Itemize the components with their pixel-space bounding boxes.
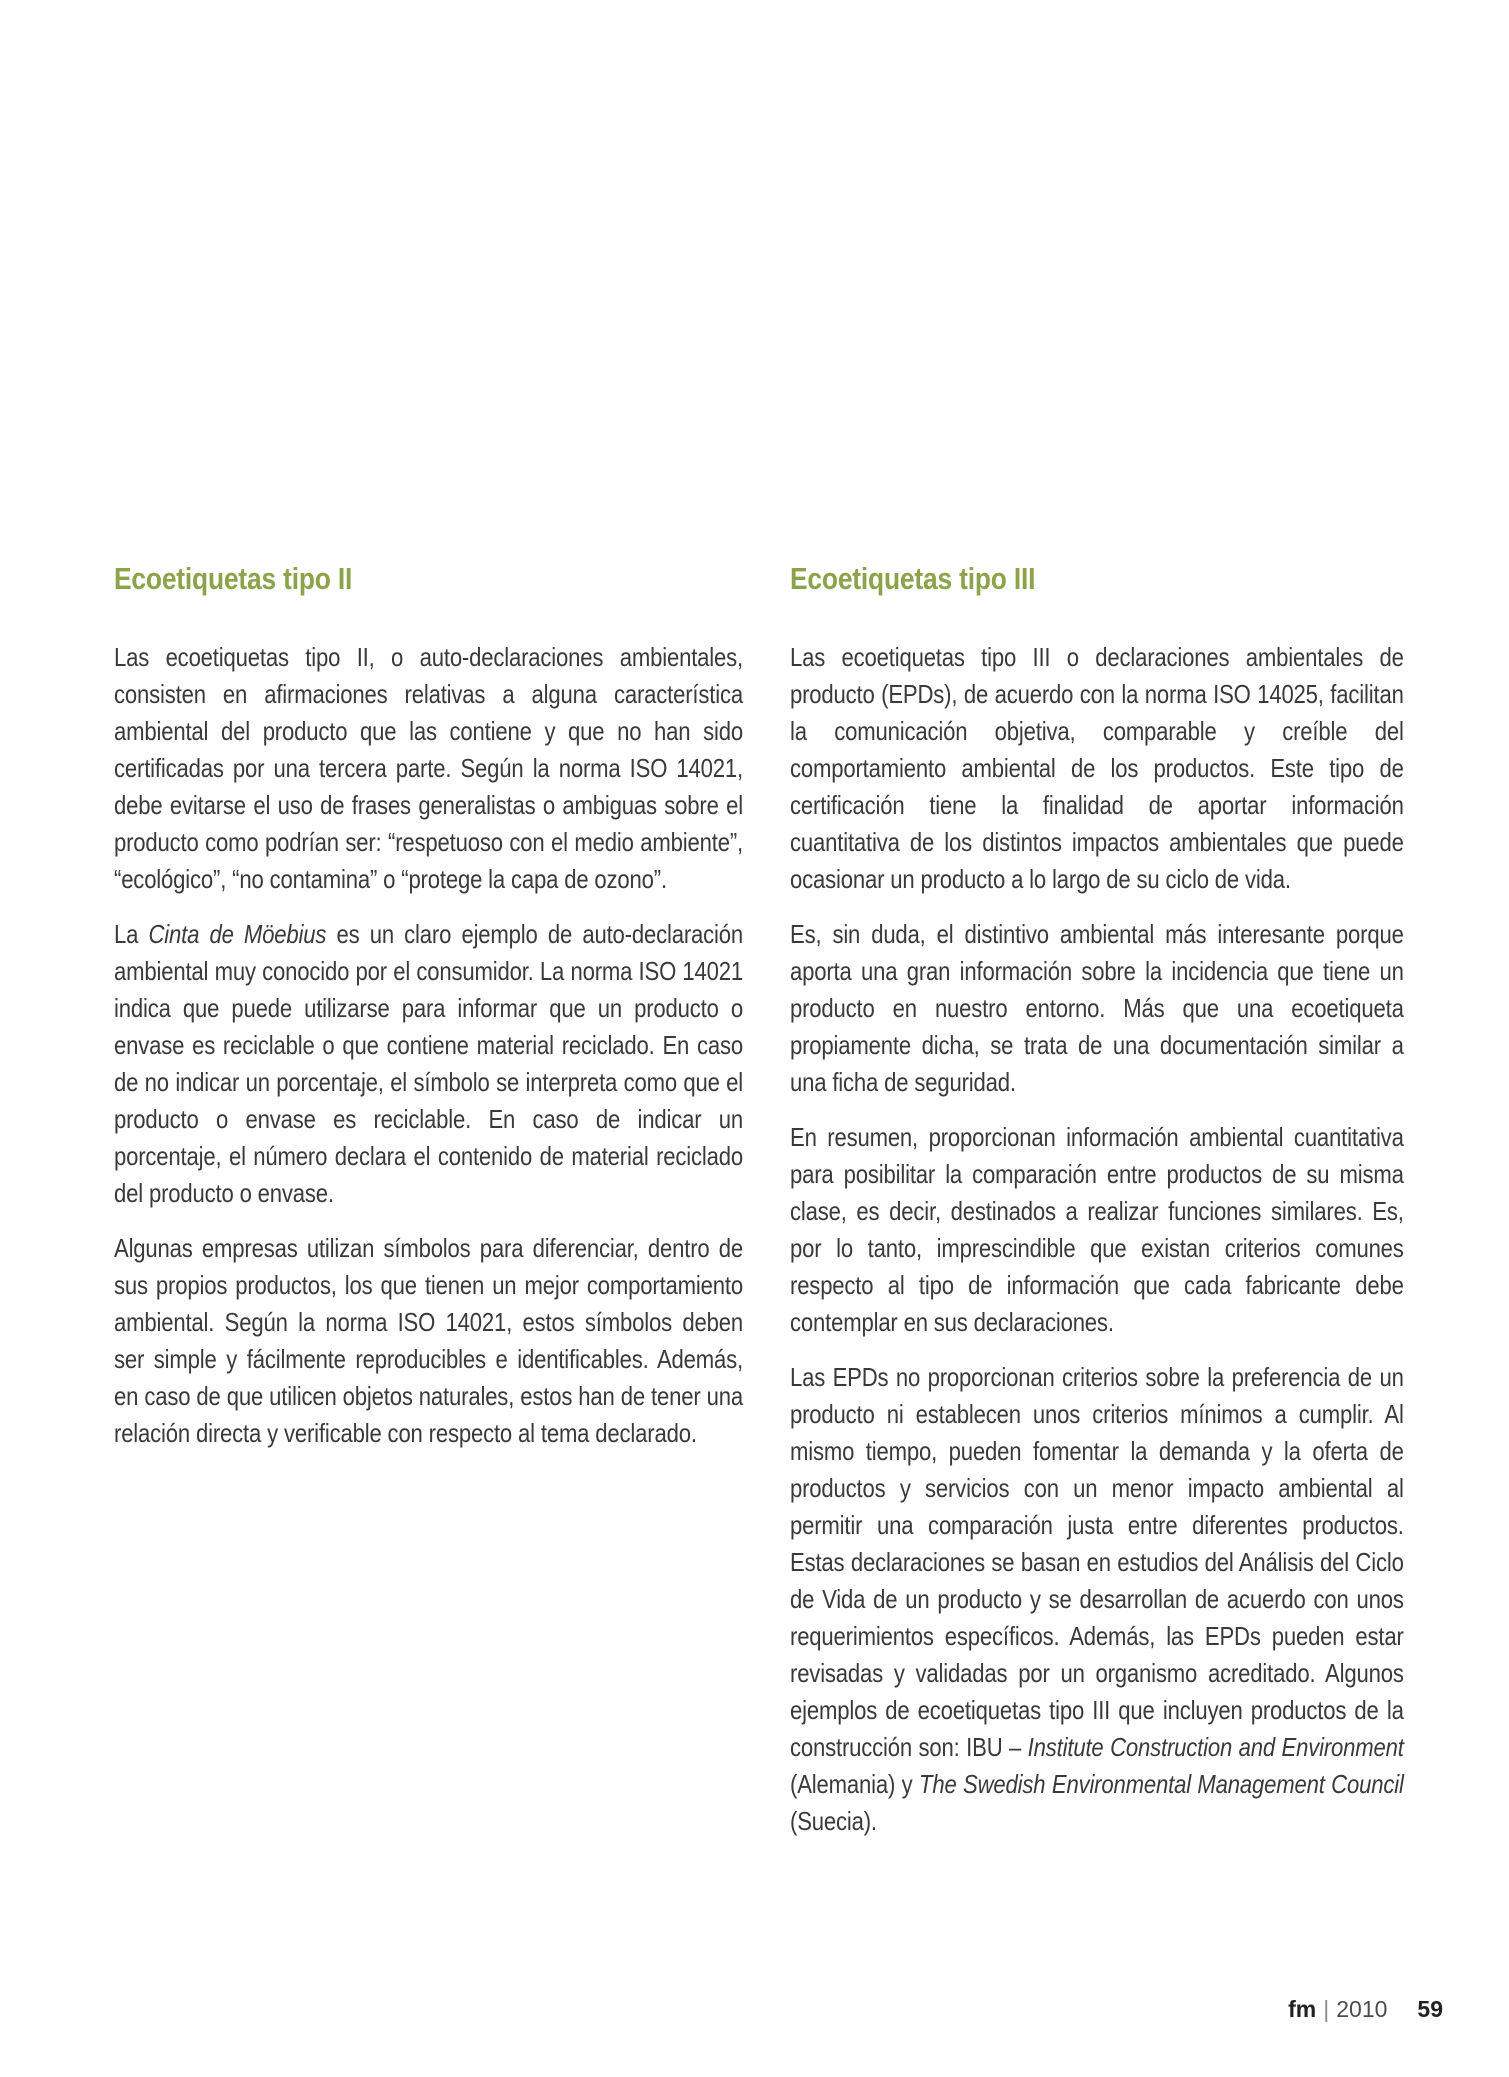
body-paragraph xyxy=(790,639,1404,898)
italic-text-run: Institute Construction and Environment xyxy=(1027,1732,1404,1762)
text-run: En resumen, proporcionan información ambiental cuantitativa para posibilitar la comparación entre productos de su misma clase, es decir, destinados a realizar funciones similares. Es, por lo tanto, imprescindible que existan criterios comunes respecto al tipo de información que cada fabricante debe contemplar en sus declaraciones. xyxy=(790,1122,1404,1337)
section-heading-tipo-2: Ecoetiquetas tipo II xyxy=(114,561,353,596)
body-paragraph xyxy=(790,1359,1404,1840)
page-number: 59 xyxy=(1417,1996,1443,2022)
body-paragraph xyxy=(790,916,1404,1101)
body-paragraph xyxy=(114,916,743,1212)
body-paragraph xyxy=(114,1230,743,1452)
body-paragraph xyxy=(790,1119,1404,1341)
footer-year: 2010 xyxy=(1336,1996,1388,2022)
text-run: La xyxy=(114,919,149,949)
text-run: es un claro ejemplo de auto-declaración ambiental muy conocido por el consumidor. La norma ISO 14021 indica que puede utilizarse para informar que un producto o envase es reciclable o que contiene material reciclado. En caso de no indicar un porcentaje, el símbolo se interpreta como que el producto o envase es reciclable. En caso de indicar un porcentaje, el número declara el contenido de material reciclado del producto o envase. xyxy=(114,919,744,1208)
body-paragraph xyxy=(114,639,743,898)
section-heading-tipo-3: Ecoetiquetas tipo III xyxy=(790,561,1036,596)
text-run: Las EPDs no proporcionan criterios sobre la preferencia de un producto ni establecen unos criterios mínimos a cumplir. Al mismo tiempo, pueden fomentar la demanda y la oferta de productos y servicios con un menor impacto ambiental al permitir una comparación justa entre diferentes productos. Estas declaraciones se basan en estudios del Análisis del Ciclo de Vida de un producto y se desarrollan de acuerdo con unos requerimientos específicos. Además, las EPDs pueden estar revisadas y validadas por un organismo acreditado. Algunos ejemplos de ecoetiquetas tipo III que incluyen productos de la construcción son: IBU – xyxy=(790,1362,1404,1762)
journal-name: fm xyxy=(1288,1996,1317,2022)
article-column-tipo-2 xyxy=(114,561,743,1452)
italic-text-run: Cinta de Möebius xyxy=(148,919,327,949)
text-run: Las ecoetiquetas tipo III o declaraciones ambientales de producto (EPDs), de acuerdo con la norma ISO 14025, facilitan la comunicación objetiva, comparable y creíble del comportamiento ambiental de los productos. Este tipo de certificación tiene la finalidad de aportar información cuantitativa de los distintos impactos ambientales que puede ocasionar un producto a lo largo de su ciclo de vida. xyxy=(790,642,1404,894)
column-body-tipo-3 xyxy=(790,639,1404,1840)
text-run: Las ecoetiquetas tipo II, o auto-declaraciones ambientales, consisten en afirmaciones relativas a alguna característica ambiental del producto que las contiene y que no han sido certificadas por una tercera parte. Según la norma ISO 14021, debe evitarse el uso de frases generalistas o ambiguas sobre el producto como podrían ser: “respetuoso con el medio ambiente”, “ecológico”, “no contamina” o “protege la capa de ozono”. xyxy=(114,642,743,894)
text-run: (Alemania) y xyxy=(790,1769,920,1799)
text-run: Algunas empresas utilizan símbolos para diferenciar, dentro de sus propios productos, los que tienen un mejor comportamiento ambiental. Según la norma ISO 14021, estos símbolos deben ser simple y fácilmente reproducibles e identificables. Además, en caso de que utilicen objetos naturales, estos han de tener una relación directa y verificable con respecto al tema declarado. xyxy=(114,1233,743,1448)
text-run: (Suecia). xyxy=(790,1806,877,1836)
footer-separator: | xyxy=(1323,1996,1330,2022)
column-body-tipo-2 xyxy=(114,639,743,1452)
article-column-tipo-3 xyxy=(790,561,1404,1840)
text-run: Es, sin duda, el distintivo ambiental más interesante porque aporta una gran información sobre la incidencia que tiene un producto en nuestro entorno. Más que una ecoetiqueta propiamente dicha, se trata de una documentación similar a una ficha de seguridad. xyxy=(790,919,1404,1097)
page-footer xyxy=(1288,1995,1443,2023)
italic-text-run: The Swedish Environmental Management Council xyxy=(919,1769,1404,1799)
